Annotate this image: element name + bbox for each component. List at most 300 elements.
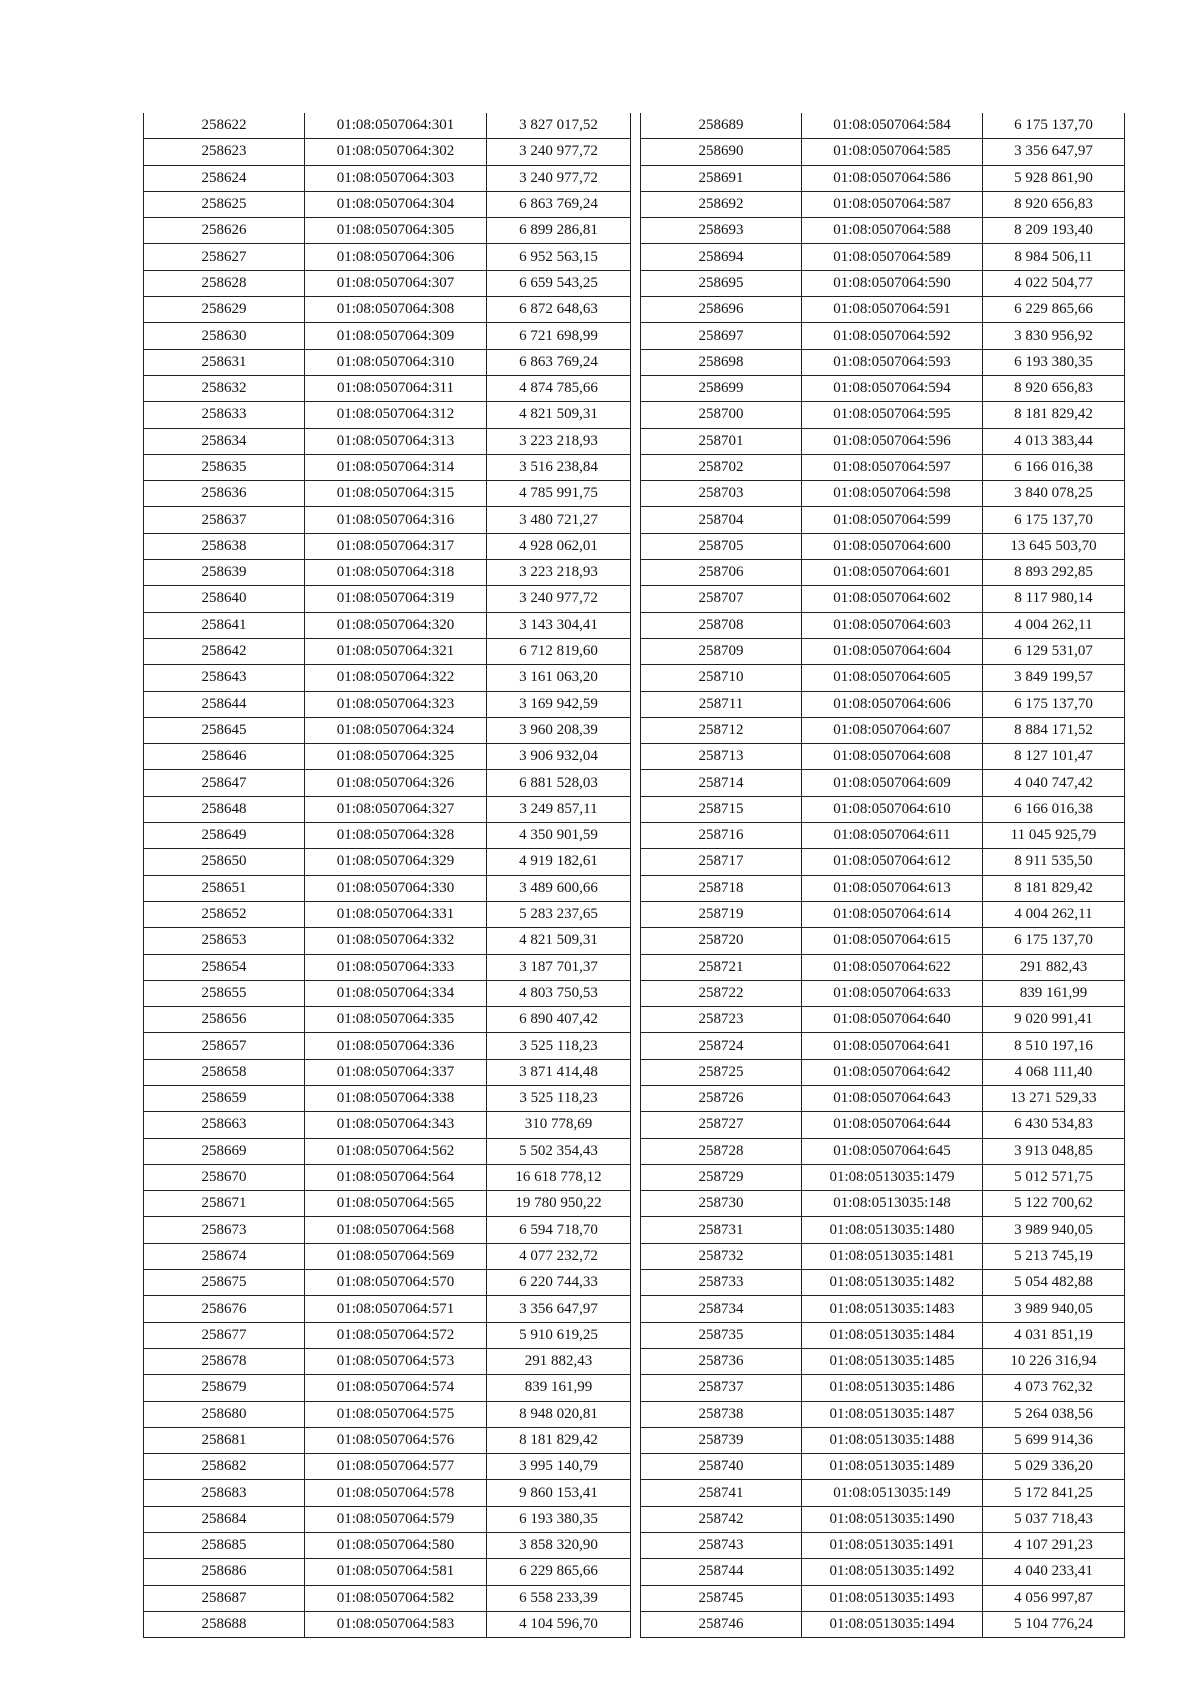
value-cell: 3 240 977,72 <box>487 586 631 612</box>
row-number-cell: 258642 <box>144 638 305 664</box>
table-row <box>144 1164 631 1190</box>
table-row <box>641 244 1125 270</box>
row-number-cell: 258721 <box>641 954 802 980</box>
value-cell: 3 161 063,20 <box>487 665 631 691</box>
cadastral-number-cell: 01:08:0507064:573 <box>305 1348 487 1374</box>
table-row <box>641 1007 1125 1033</box>
table-row <box>641 349 1125 375</box>
value-cell: 6 712 819,60 <box>487 638 631 664</box>
cadastral-number-cell: 01:08:0507064:642 <box>802 1059 983 1085</box>
table-row <box>641 428 1125 454</box>
value-cell: 8 920 656,83 <box>983 191 1125 217</box>
value-cell: 3 525 118,23 <box>487 1085 631 1111</box>
value-cell: 3 240 977,72 <box>487 139 631 165</box>
value-cell: 3 871 414,48 <box>487 1059 631 1085</box>
table-row <box>144 1375 631 1401</box>
row-number-cell: 258697 <box>641 323 802 349</box>
cadastral-number-cell: 01:08:0507064:593 <box>802 349 983 375</box>
table-row <box>641 402 1125 428</box>
value-cell: 19 780 950,22 <box>487 1191 631 1217</box>
cadastral-number-cell: 01:08:0507064:581 <box>305 1559 487 1585</box>
cadastral-number-cell: 01:08:0507064:301 <box>305 113 487 139</box>
cadastral-number-cell: 01:08:0507064:311 <box>305 375 487 401</box>
cadastral-number-cell: 01:08:0513035:1490 <box>802 1506 983 1532</box>
value-cell: 3 830 956,92 <box>983 323 1125 349</box>
table-body-left <box>144 113 631 1638</box>
row-number-cell: 258716 <box>641 823 802 849</box>
value-cell: 6 899 286,81 <box>487 218 631 244</box>
cadastral-number-cell: 01:08:0507064:336 <box>305 1033 487 1059</box>
value-cell: 4 874 785,66 <box>487 375 631 401</box>
row-number-cell: 258648 <box>144 796 305 822</box>
table-row <box>641 454 1125 480</box>
cadastral-number-cell: 01:08:0507064:587 <box>802 191 983 217</box>
value-cell: 4 013 383,44 <box>983 428 1125 454</box>
row-number-cell: 258632 <box>144 375 305 401</box>
table-row <box>144 165 631 191</box>
table-row <box>641 1454 1125 1480</box>
row-number-cell: 258677 <box>144 1322 305 1348</box>
row-number-cell: 258673 <box>144 1217 305 1243</box>
cadastral-number-cell: 01:08:0507064:614 <box>802 901 983 927</box>
row-number-cell: 258728 <box>641 1138 802 1164</box>
value-cell: 3 223 218,93 <box>487 428 631 454</box>
data-table-right <box>640 113 1125 1638</box>
cadastral-number-cell: 01:08:0507064:584 <box>802 113 983 139</box>
table-row <box>641 586 1125 612</box>
cadastral-number-cell: 01:08:0507064:613 <box>802 875 983 901</box>
cadastral-number-cell: 01:08:0507064:622 <box>802 954 983 980</box>
value-cell: 4 803 750,53 <box>487 980 631 1006</box>
value-cell: 16 618 778,12 <box>487 1164 631 1190</box>
table-row <box>641 849 1125 875</box>
value-cell: 291 882,43 <box>487 1348 631 1374</box>
value-cell: 6 659 543,25 <box>487 270 631 296</box>
table-row <box>641 1112 1125 1138</box>
cadastral-number-cell: 01:08:0507064:597 <box>802 454 983 480</box>
value-cell: 6 890 407,42 <box>487 1007 631 1033</box>
value-cell: 5 699 914,36 <box>983 1427 1125 1453</box>
value-cell: 4 022 504,77 <box>983 270 1125 296</box>
value-cell: 4 004 262,11 <box>983 612 1125 638</box>
table-row <box>144 1191 631 1217</box>
value-cell: 8 884 171,52 <box>983 717 1125 743</box>
value-cell: 4 068 111,40 <box>983 1059 1125 1085</box>
cadastral-number-cell: 01:08:0507064:322 <box>305 665 487 691</box>
row-number-cell: 258644 <box>144 691 305 717</box>
value-cell: 5 104 776,24 <box>983 1611 1125 1637</box>
value-cell: 4 073 762,32 <box>983 1375 1125 1401</box>
table-row <box>144 1480 631 1506</box>
row-number-cell: 258691 <box>641 165 802 191</box>
row-number-cell: 258694 <box>641 244 802 270</box>
row-number-cell: 258656 <box>144 1007 305 1033</box>
cadastral-number-cell: 01:08:0507064:303 <box>305 165 487 191</box>
table-row <box>641 1533 1125 1559</box>
value-cell: 5 283 237,65 <box>487 901 631 927</box>
value-cell: 3 525 118,23 <box>487 1033 631 1059</box>
value-cell: 10 226 316,94 <box>983 1348 1125 1374</box>
row-number-cell: 258731 <box>641 1217 802 1243</box>
cadastral-number-cell: 01:08:0507064:321 <box>305 638 487 664</box>
table-row <box>144 1085 631 1111</box>
value-cell: 4 004 262,11 <box>983 901 1125 927</box>
row-number-cell: 258732 <box>641 1243 802 1269</box>
value-cell: 6 721 698,99 <box>487 323 631 349</box>
cadastral-number-cell: 01:08:0507064:343 <box>305 1112 487 1138</box>
row-number-cell: 258715 <box>641 796 802 822</box>
value-cell: 3 913 048,85 <box>983 1138 1125 1164</box>
table-row <box>641 954 1125 980</box>
cadastral-number-cell: 01:08:0507064:568 <box>305 1217 487 1243</box>
cadastral-number-cell: 01:08:0513035:1492 <box>802 1559 983 1585</box>
row-number-cell: 258684 <box>144 1506 305 1532</box>
value-cell: 8 984 506,11 <box>983 244 1125 270</box>
value-cell: 3 989 940,05 <box>983 1296 1125 1322</box>
table-row <box>144 744 631 770</box>
cadastral-number-cell: 01:08:0507064:337 <box>305 1059 487 1085</box>
row-number-cell: 258657 <box>144 1033 305 1059</box>
value-cell: 6 175 137,70 <box>983 691 1125 717</box>
row-number-cell: 258692 <box>641 191 802 217</box>
table-row <box>641 1164 1125 1190</box>
value-cell: 6 229 865,66 <box>983 297 1125 323</box>
table-row <box>641 823 1125 849</box>
table-row <box>144 770 631 796</box>
value-cell: 4 821 509,31 <box>487 928 631 954</box>
table-row <box>144 1007 631 1033</box>
table-row <box>144 1059 631 1085</box>
value-cell: 6 220 744,33 <box>487 1270 631 1296</box>
table-row <box>641 796 1125 822</box>
cadastral-number-cell: 01:08:0513035:1483 <box>802 1296 983 1322</box>
cadastral-number-cell: 01:08:0507064:603 <box>802 612 983 638</box>
value-cell: 3 480 721,27 <box>487 507 631 533</box>
row-number-cell: 258651 <box>144 875 305 901</box>
cadastral-number-cell: 01:08:0507064:565 <box>305 1191 487 1217</box>
value-cell: 6 863 769,24 <box>487 349 631 375</box>
cadastral-number-cell: 01:08:0507064:585 <box>802 139 983 165</box>
value-cell: 3 827 017,52 <box>487 113 631 139</box>
cadastral-number-cell: 01:08:0513035:1480 <box>802 1217 983 1243</box>
value-cell: 5 172 841,25 <box>983 1480 1125 1506</box>
row-number-cell: 258635 <box>144 454 305 480</box>
cadastral-number-cell: 01:08:0507064:312 <box>305 402 487 428</box>
row-number-cell: 258646 <box>144 744 305 770</box>
row-number-cell: 258718 <box>641 875 802 901</box>
value-cell: 4 928 062,01 <box>487 533 631 559</box>
cadastral-number-cell: 01:08:0507064:579 <box>305 1506 487 1532</box>
cadastral-number-cell: 01:08:0507064:333 <box>305 954 487 980</box>
table-row <box>144 1585 631 1611</box>
table-row <box>641 638 1125 664</box>
cadastral-number-cell: 01:08:0507064:571 <box>305 1296 487 1322</box>
value-cell: 9 860 153,41 <box>487 1480 631 1506</box>
cadastral-number-cell: 01:08:0507064:309 <box>305 323 487 349</box>
cadastral-number-cell: 01:08:0507064:595 <box>802 402 983 428</box>
table-row <box>641 1506 1125 1532</box>
row-number-cell: 258724 <box>641 1033 802 1059</box>
row-number-cell: 258637 <box>144 507 305 533</box>
cadastral-number-cell: 01:08:0507064:310 <box>305 349 487 375</box>
value-cell: 5 054 482,88 <box>983 1270 1125 1296</box>
table-row <box>144 1296 631 1322</box>
cadastral-number-cell: 01:08:0507064:609 <box>802 770 983 796</box>
table-row <box>144 1454 631 1480</box>
cadastral-number-cell: 01:08:0507064:611 <box>802 823 983 849</box>
cadastral-number-cell: 01:08:0507064:307 <box>305 270 487 296</box>
value-cell: 3 187 701,37 <box>487 954 631 980</box>
value-cell: 6 193 380,35 <box>487 1506 631 1532</box>
value-cell: 4 040 747,42 <box>983 770 1125 796</box>
table-row <box>641 165 1125 191</box>
table-row <box>144 481 631 507</box>
table-row <box>144 507 631 533</box>
cadastral-number-cell: 01:08:0507064:578 <box>305 1480 487 1506</box>
cadastral-number-cell: 01:08:0507064:577 <box>305 1454 487 1480</box>
cadastral-number-cell: 01:08:0507064:601 <box>802 560 983 586</box>
value-cell: 8 181 829,42 <box>983 875 1125 901</box>
row-number-cell: 258671 <box>144 1191 305 1217</box>
row-number-cell: 258669 <box>144 1138 305 1164</box>
value-cell: 6 229 865,66 <box>487 1559 631 1585</box>
cadastral-number-cell: 01:08:0507064:586 <box>802 165 983 191</box>
row-number-cell: 258702 <box>641 454 802 480</box>
value-cell: 839 161,99 <box>487 1375 631 1401</box>
table-row <box>144 1217 631 1243</box>
cadastral-number-cell: 01:08:0507064:313 <box>305 428 487 454</box>
cadastral-number-cell: 01:08:0513035:1494 <box>802 1611 983 1637</box>
cadastral-number-cell: 01:08:0507064:332 <box>305 928 487 954</box>
table-row <box>641 1375 1125 1401</box>
cadastral-number-cell: 01:08:0507064:305 <box>305 218 487 244</box>
value-cell: 8 948 020,81 <box>487 1401 631 1427</box>
table-row <box>641 1296 1125 1322</box>
cadastral-number-cell: 01:08:0507064:330 <box>305 875 487 901</box>
value-cell: 5 029 336,20 <box>983 1454 1125 1480</box>
value-cell: 6 430 534,83 <box>983 1112 1125 1138</box>
cadastral-number-cell: 01:08:0507064:605 <box>802 665 983 691</box>
row-number-cell: 258630 <box>144 323 305 349</box>
cadastral-number-cell: 01:08:0513035:149 <box>802 1480 983 1506</box>
row-number-cell: 258686 <box>144 1559 305 1585</box>
table-row <box>144 796 631 822</box>
cadastral-number-cell: 01:08:0513035:1485 <box>802 1348 983 1374</box>
table-row <box>144 191 631 217</box>
value-cell: 5 502 354,43 <box>487 1138 631 1164</box>
value-cell: 6 594 718,70 <box>487 1217 631 1243</box>
table-row <box>144 1322 631 1348</box>
value-cell: 6 166 016,38 <box>983 796 1125 822</box>
table-row <box>144 1533 631 1559</box>
value-cell: 4 919 182,61 <box>487 849 631 875</box>
row-number-cell: 258626 <box>144 218 305 244</box>
table-row <box>641 1480 1125 1506</box>
cadastral-number-cell: 01:08:0507064:615 <box>802 928 983 954</box>
table-row <box>144 1270 631 1296</box>
cadastral-number-cell: 01:08:0507064:316 <box>305 507 487 533</box>
cadastral-number-cell: 01:08:0507064:323 <box>305 691 487 717</box>
row-number-cell: 258640 <box>144 586 305 612</box>
value-cell: 6 881 528,03 <box>487 770 631 796</box>
table-row <box>144 454 631 480</box>
value-cell: 3 840 078,25 <box>983 481 1125 507</box>
value-cell: 5 012 571,75 <box>983 1164 1125 1190</box>
table-row <box>641 113 1125 139</box>
table-row <box>641 1611 1125 1637</box>
table-row <box>641 1059 1125 1085</box>
table-row <box>641 507 1125 533</box>
value-cell: 3 489 600,66 <box>487 875 631 901</box>
cadastral-number-cell: 01:08:0507064:318 <box>305 560 487 586</box>
value-cell: 3 143 304,41 <box>487 612 631 638</box>
table-row <box>641 717 1125 743</box>
value-cell: 11 045 925,79 <box>983 823 1125 849</box>
value-cell: 4 031 851,19 <box>983 1322 1125 1348</box>
row-number-cell: 258685 <box>144 1533 305 1559</box>
table-row <box>641 744 1125 770</box>
table-row <box>641 612 1125 638</box>
cadastral-number-cell: 01:08:0507064:331 <box>305 901 487 927</box>
value-cell: 6 193 380,35 <box>983 349 1125 375</box>
data-table-left <box>143 113 631 1638</box>
row-number-cell: 258730 <box>641 1191 802 1217</box>
value-cell: 6 166 016,38 <box>983 454 1125 480</box>
value-cell: 6 872 648,63 <box>487 297 631 323</box>
row-number-cell: 258746 <box>641 1611 802 1637</box>
cadastral-number-cell: 01:08:0507064:320 <box>305 612 487 638</box>
cadastral-number-cell: 01:08:0507064:564 <box>305 1164 487 1190</box>
table-row <box>641 980 1125 1006</box>
cadastral-number-cell: 01:08:0513035:1487 <box>802 1401 983 1427</box>
row-number-cell: 258689 <box>641 113 802 139</box>
table-row <box>641 191 1125 217</box>
row-number-cell: 258649 <box>144 823 305 849</box>
table-row <box>641 375 1125 401</box>
value-cell: 8 181 829,42 <box>983 402 1125 428</box>
row-number-cell: 258647 <box>144 770 305 796</box>
cadastral-number-cell: 01:08:0507064:602 <box>802 586 983 612</box>
cadastral-number-cell: 01:08:0507064:325 <box>305 744 487 770</box>
value-cell: 8 181 829,42 <box>487 1427 631 1453</box>
row-number-cell: 258693 <box>641 218 802 244</box>
table-row <box>144 901 631 927</box>
value-cell: 3 960 208,39 <box>487 717 631 743</box>
cadastral-number-cell: 01:08:0513035:1489 <box>802 1454 983 1480</box>
value-cell: 4 107 291,23 <box>983 1533 1125 1559</box>
table-row <box>641 928 1125 954</box>
row-number-cell: 258723 <box>641 1007 802 1033</box>
cadastral-number-cell: 01:08:0507064:582 <box>305 1585 487 1611</box>
cadastral-number-cell: 01:08:0513035:1491 <box>802 1533 983 1559</box>
value-cell: 3 223 218,93 <box>487 560 631 586</box>
row-number-cell: 258696 <box>641 297 802 323</box>
cadastral-number-cell: 01:08:0513035:1481 <box>802 1243 983 1269</box>
table-row <box>144 244 631 270</box>
value-cell: 6 558 233,39 <box>487 1585 631 1611</box>
value-cell: 6 175 137,70 <box>983 507 1125 533</box>
row-number-cell: 258655 <box>144 980 305 1006</box>
table-row <box>641 218 1125 244</box>
cadastral-number-cell: 01:08:0513035:1486 <box>802 1375 983 1401</box>
table-row <box>641 1138 1125 1164</box>
value-cell: 13 271 529,33 <box>983 1085 1125 1111</box>
row-number-cell: 258695 <box>641 270 802 296</box>
value-cell: 3 995 140,79 <box>487 1454 631 1480</box>
cadastral-number-cell: 01:08:0507064:328 <box>305 823 487 849</box>
table-row <box>144 612 631 638</box>
row-number-cell: 258738 <box>641 1401 802 1427</box>
cadastral-number-cell: 01:08:0507064:317 <box>305 533 487 559</box>
cadastral-number-cell: 01:08:0507064:574 <box>305 1375 487 1401</box>
cadastral-number-cell: 01:08:0507064:324 <box>305 717 487 743</box>
cadastral-number-cell: 01:08:0513035:1493 <box>802 1585 983 1611</box>
cadastral-number-cell: 01:08:0507064:610 <box>802 796 983 822</box>
row-number-cell: 258628 <box>144 270 305 296</box>
row-number-cell: 258709 <box>641 638 802 664</box>
value-cell: 3 906 932,04 <box>487 744 631 770</box>
row-number-cell: 258714 <box>641 770 802 796</box>
value-cell: 8 209 193,40 <box>983 218 1125 244</box>
value-cell: 6 175 137,70 <box>983 113 1125 139</box>
row-number-cell: 258680 <box>144 1401 305 1427</box>
row-number-cell: 258675 <box>144 1270 305 1296</box>
value-cell: 310 778,69 <box>487 1112 631 1138</box>
row-number-cell: 258719 <box>641 901 802 927</box>
table-row <box>144 218 631 244</box>
value-cell: 839 161,99 <box>983 980 1125 1006</box>
table-row <box>641 139 1125 165</box>
row-number-cell: 258652 <box>144 901 305 927</box>
table-row <box>144 113 631 139</box>
row-number-cell: 258650 <box>144 849 305 875</box>
cadastral-number-cell: 01:08:0507064:326 <box>305 770 487 796</box>
table-row <box>641 1033 1125 1059</box>
row-number-cell: 258631 <box>144 349 305 375</box>
value-cell: 4 040 233,41 <box>983 1559 1125 1585</box>
cadastral-number-cell: 01:08:0507064:334 <box>305 980 487 1006</box>
value-cell: 6 129 531,07 <box>983 638 1125 664</box>
cadastral-number-cell: 01:08:0507064:644 <box>802 1112 983 1138</box>
value-cell: 4 077 232,72 <box>487 1243 631 1269</box>
table-row <box>144 1401 631 1427</box>
row-number-cell: 258700 <box>641 402 802 428</box>
row-number-cell: 258698 <box>641 349 802 375</box>
table-row <box>144 1506 631 1532</box>
row-number-cell: 258634 <box>144 428 305 454</box>
row-number-cell: 258629 <box>144 297 305 323</box>
row-number-cell: 258658 <box>144 1059 305 1085</box>
row-number-cell: 258708 <box>641 612 802 638</box>
cadastral-number-cell: 01:08:0507064:594 <box>802 375 983 401</box>
value-cell: 6 863 769,24 <box>487 191 631 217</box>
table-row <box>144 849 631 875</box>
table-row <box>641 1585 1125 1611</box>
table-row <box>144 533 631 559</box>
row-number-cell: 258713 <box>641 744 802 770</box>
value-cell: 8 117 980,14 <box>983 586 1125 612</box>
table-row <box>641 875 1125 901</box>
cadastral-number-cell: 01:08:0507064:604 <box>802 638 983 664</box>
table-row <box>144 1348 631 1374</box>
row-number-cell: 258653 <box>144 928 305 954</box>
value-cell: 3 356 647,97 <box>983 139 1125 165</box>
cadastral-number-cell: 01:08:0507064:572 <box>305 1322 487 1348</box>
table-row <box>144 375 631 401</box>
value-cell: 5 264 038,56 <box>983 1401 1125 1427</box>
value-cell: 5 928 861,90 <box>983 165 1125 191</box>
row-number-cell: 258638 <box>144 533 305 559</box>
